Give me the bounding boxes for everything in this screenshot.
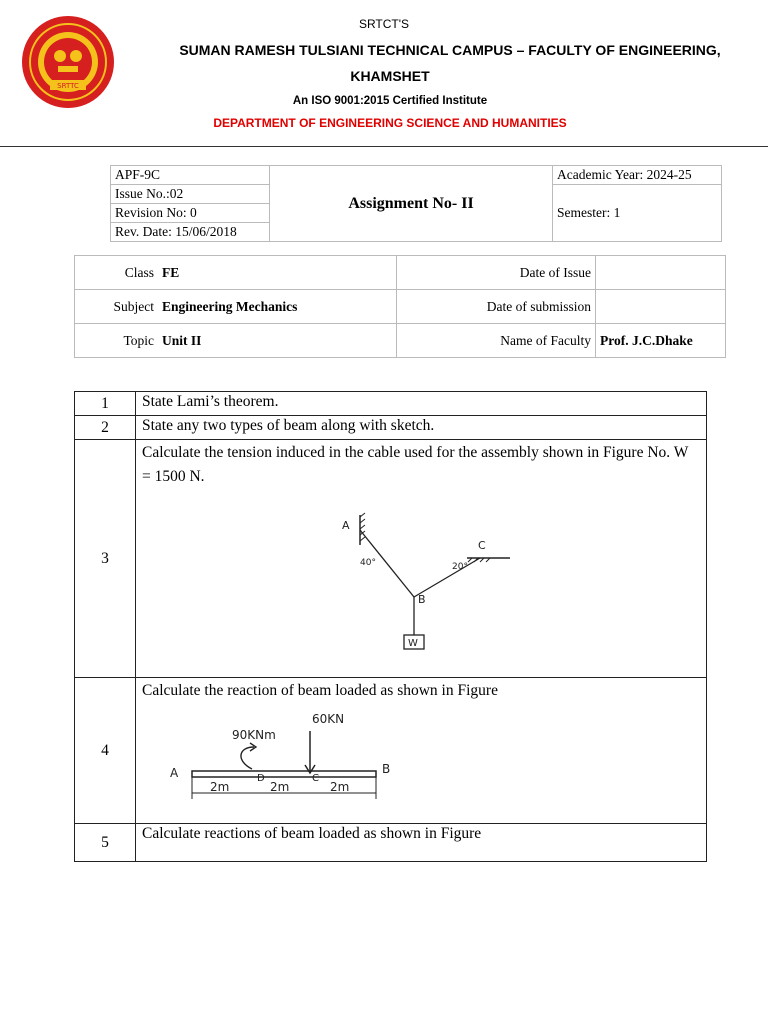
logo-text: SRTTC bbox=[57, 82, 79, 90]
header-divider bbox=[0, 146, 768, 147]
question-number: 4 bbox=[75, 678, 136, 824]
department-name: DEPARTMENT OF ENGINEERING SCIENCE AND HUMANITIES bbox=[213, 116, 567, 130]
faculty-value: Prof. J.C.Dhake bbox=[596, 324, 726, 358]
question-number: 2 bbox=[75, 416, 136, 440]
question-text: State Lami’s theorem. bbox=[136, 392, 707, 416]
question-text: Calculate the tension induced in the cable used for the assembly shown in Figure No. W = 1500 N. bbox=[142, 444, 689, 485]
date-of-submission-value bbox=[596, 290, 726, 324]
faculty-label: Name of Faculty bbox=[397, 324, 596, 358]
campus-name-line1: SUMAN RAMESH TULSIANI TECHNICAL CAMPUS – FACULTY OF ENGINEERING, bbox=[179, 42, 721, 58]
point-b-label: B bbox=[418, 593, 426, 606]
point-b-label: B bbox=[382, 762, 391, 776]
point-c-label: C bbox=[312, 773, 319, 784]
topic-value: Unit II bbox=[158, 324, 397, 358]
span-2-label: 2m bbox=[270, 780, 290, 794]
topic-label: Topic bbox=[75, 324, 159, 358]
subject-label: Subject bbox=[75, 290, 159, 324]
class-value: FE bbox=[158, 256, 397, 290]
doc-code: APF-9C bbox=[111, 166, 270, 185]
span-3-label: 2m bbox=[330, 780, 350, 794]
question-number: 5 bbox=[75, 824, 136, 862]
questions-table bbox=[74, 391, 707, 862]
revision-number: Revision No: 0 bbox=[111, 204, 270, 223]
question-text: Calculate the reaction of beam loaded as shown in Figure bbox=[142, 682, 498, 699]
issue-number: Issue No.:02 bbox=[111, 185, 270, 204]
course-info-table bbox=[74, 255, 726, 358]
pre-title: SRTCT'S bbox=[358, 17, 410, 31]
campus-name-line2: KHAMSHET bbox=[350, 68, 430, 84]
angle-20-label: 20° bbox=[452, 562, 468, 572]
question-number: 1 bbox=[75, 392, 136, 416]
beam-figure bbox=[162, 709, 402, 807]
question-cell bbox=[136, 440, 707, 678]
document-meta-table bbox=[110, 165, 722, 242]
semester: Semester: 1 bbox=[553, 185, 722, 242]
weight-label: W bbox=[408, 638, 418, 649]
span-1-label: 2m bbox=[210, 780, 230, 794]
cable-assembly-figure bbox=[332, 505, 532, 655]
date-of-issue-label: Date of Issue bbox=[397, 256, 596, 290]
point-a-label: A bbox=[170, 766, 179, 780]
question-number: 3 bbox=[75, 440, 136, 678]
revision-date: Rev. Date: 15/06/2018 bbox=[111, 223, 270, 242]
moment-label: 90KNm bbox=[232, 728, 276, 742]
iso-certification: An ISO 9001:2015 Certified Institute bbox=[292, 95, 488, 107]
question-text: Calculate reactions of beam loaded as shown in Figure bbox=[136, 824, 707, 862]
assignment-title: Assignment No- II bbox=[270, 166, 553, 242]
question-text: State any two types of beam along with sketch. bbox=[136, 416, 707, 440]
point-load-label: 60KN bbox=[312, 712, 345, 726]
point-a-label: A bbox=[342, 519, 350, 532]
date-of-submission-label: Date of submission bbox=[397, 290, 596, 324]
point-d-label: D bbox=[257, 773, 265, 784]
point-c-label: C bbox=[478, 539, 486, 552]
class-label: Class bbox=[75, 256, 159, 290]
academic-year: Academic Year: 2024-25 bbox=[553, 166, 722, 185]
question-cell bbox=[136, 678, 707, 824]
angle-40-label: 40° bbox=[360, 558, 376, 568]
subject-value: Engineering Mechanics bbox=[158, 290, 397, 324]
date-of-issue-value bbox=[596, 256, 726, 290]
